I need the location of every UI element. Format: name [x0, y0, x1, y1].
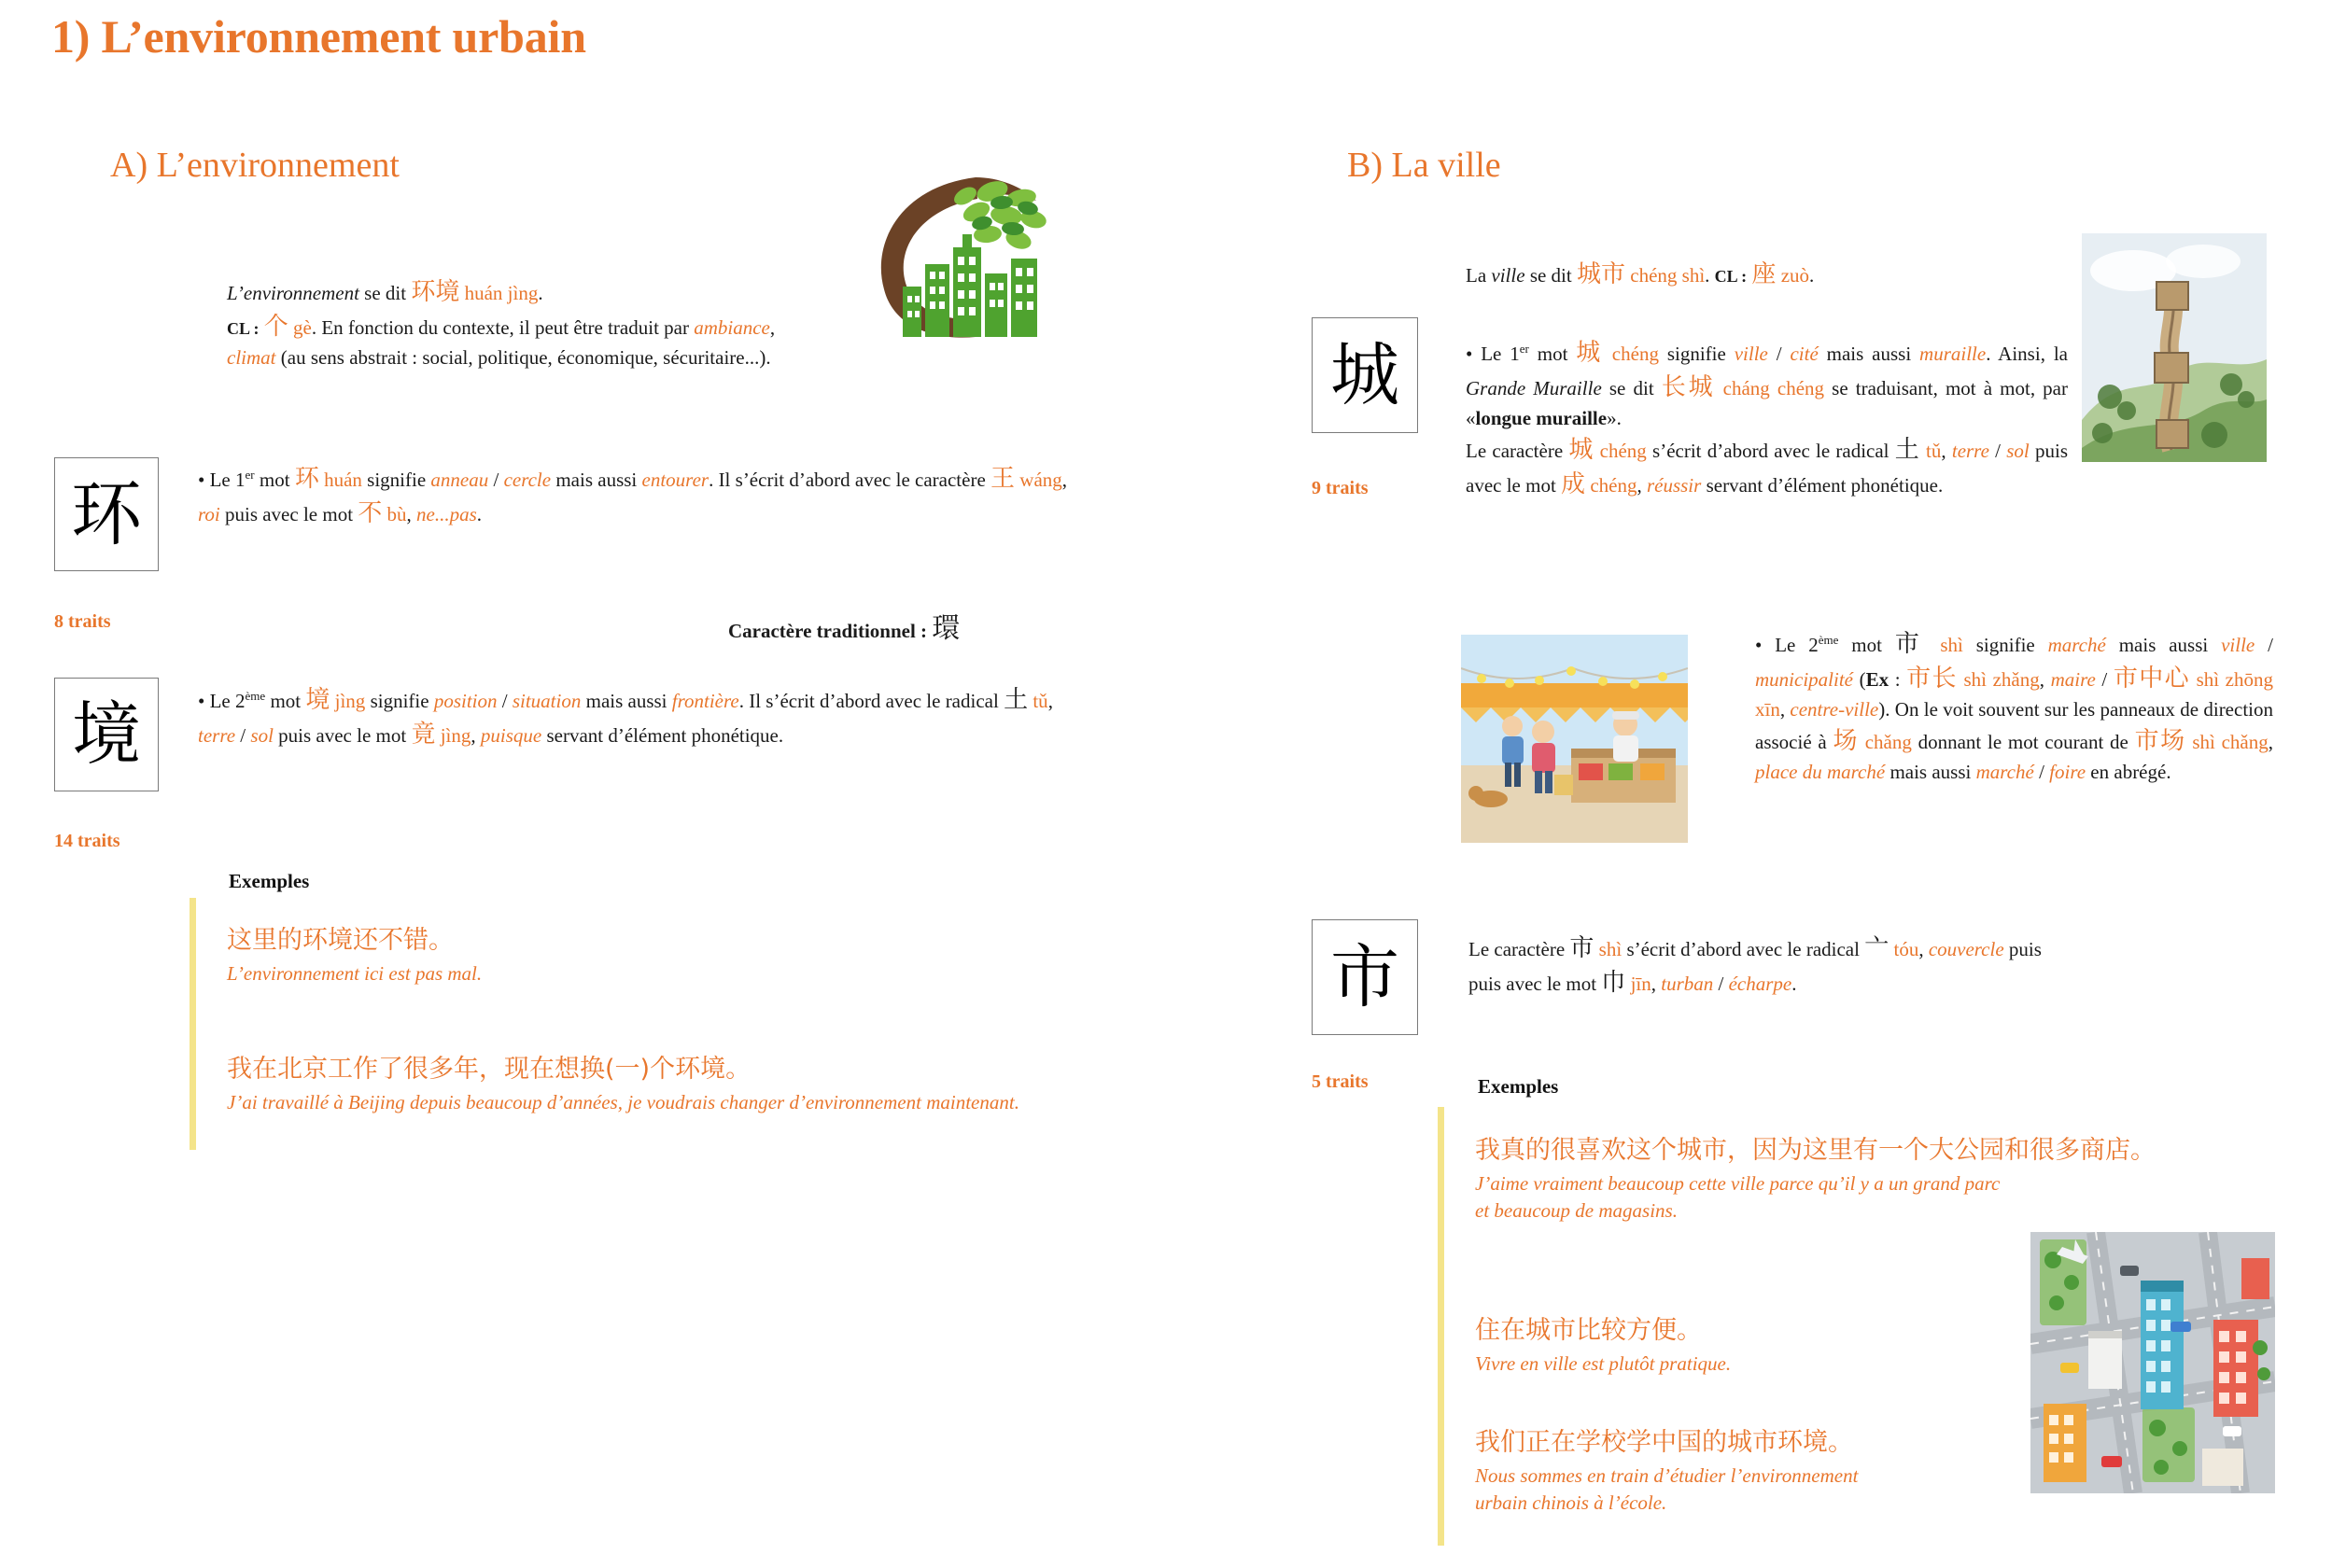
rc1-p2-hanzi: 长城 — [1661, 372, 1716, 401]
c2-hanzi: 境 — [305, 686, 330, 714]
rc1-after: signifie — [1658, 343, 1735, 365]
rc2-ex1it: maire — [2050, 667, 2096, 691]
r-cl-pinyin: zuò — [1780, 264, 1810, 287]
c2-slash: / — [497, 690, 513, 712]
rc1-p2-pinyin: cháng chéng — [1722, 376, 1825, 399]
rc1-p2bold: longue muraille — [1475, 406, 1608, 429]
left-intro-paragraph — [227, 275, 796, 372]
c1-l2-mid: puis avec le mot — [219, 502, 358, 525]
rc1-p3-pinyin3: chéng — [1590, 473, 1637, 497]
market-stall-illustration — [1461, 635, 1688, 843]
rc1-p3it2: sol — [2006, 439, 2030, 462]
r-cl-label: CL : — [1714, 267, 1748, 286]
rc3-it3: écharpe — [1728, 972, 1792, 995]
rc1-p2end: ». — [1607, 406, 1622, 429]
rc2-p2after: donnant le mot courant de — [1911, 730, 2135, 753]
left-example-2-french: J’ai travaillé à Beijing depuis beaucoup d’années, je voudrais changer d’environnement maintenant. — [227, 1091, 1019, 1114]
rc1-pinyin: chéng — [1611, 343, 1659, 365]
eco-city-logo — [836, 154, 1060, 345]
rc1-tail: mais aussi — [1818, 343, 1920, 365]
rc2-p4it2: foire — [2049, 760, 2086, 783]
c2-after: signifie — [365, 690, 434, 712]
rc3-mid: s’écrit d’abord avec le radical — [1622, 938, 1865, 960]
rc1-it2: cité — [1790, 343, 1819, 365]
traditional-glyph: 環 — [932, 612, 961, 645]
c1-l3-end: . — [476, 502, 483, 525]
rc3-pre: Le caractère — [1468, 938, 1570, 960]
c1-l3-pinyin: bù — [386, 502, 407, 525]
rc2-p2-pinyin: chǎng — [1864, 730, 1912, 753]
rc2-ex2slash: / — [2095, 667, 2114, 691]
rc3-end: . — [1791, 972, 1797, 995]
c1-mid: mot — [254, 469, 295, 491]
left-intro-hanzi: 环境 — [411, 278, 460, 306]
rc2-p2-hanzi: 场 — [1833, 726, 1859, 755]
rc1-p2mid: se dit — [1601, 376, 1662, 399]
c1-it3: entourer — [641, 469, 709, 491]
right-char1-paragraph: • Le 1er mot 城 chéng signifie ville / cité mais aussi muraille. Ainsi, la Grande Muraille se dit 长城 cháng chéng se traduisant, mot à mot, par «longue muraille». Le caractère 城 chéng s’écrit d’abord avec le radical 土 tǔ, terre / sol puis avec le mot 成 chéng, réussir servant d’élément phonétique. — [1466, 339, 2068, 498]
rc1-p3-hanzi: 城 — [1568, 435, 1594, 464]
rc1-sup: er — [1519, 342, 1529, 356]
rc1-p3mid2: puis avec le mot — [1466, 439, 2068, 497]
rc2-ex1-hanzi: 市长 — [1906, 664, 1958, 693]
rc2-ex1-pinyin: shì zhǎng — [1963, 667, 2040, 691]
c1-l2-pinyin: wáng — [1019, 469, 1062, 491]
stroke-count-jing: 14 traits — [54, 831, 120, 851]
c1-l2-it: roi — [198, 502, 220, 525]
c2-mid: mot — [265, 690, 306, 712]
section-heading-b: B) La ville — [1347, 146, 1501, 185]
left-examples-heading: Exemples — [229, 870, 310, 892]
rc1-slash: / — [1767, 343, 1791, 365]
left-example-2 — [227, 1053, 1104, 1116]
character-card-huan: 环 — [54, 457, 159, 571]
rc1-p2it: Grande Muraille — [1466, 376, 1602, 399]
c2-l3-it: puisque — [480, 723, 542, 747]
character-card-shi: 市 — [1312, 919, 1418, 1035]
stroke-count-shi: 5 traits — [1312, 1071, 1369, 1092]
rc3-pinyin: shì — [1598, 938, 1623, 960]
left-intro-mid: se dit — [358, 282, 412, 304]
left-example-2-hanzi: 我在北京工作了很多年，现在想换(一)个环境。 — [227, 1055, 752, 1084]
r-intro-hanzi: 城市 — [1576, 260, 1625, 288]
left-cl-hanzi: 个 — [263, 312, 288, 341]
rc1-p3-pinyin2: tǔ — [1926, 439, 1942, 462]
left-cl-tail: (au sens abstrait : social, politique, économique, sécuritaire...). — [275, 345, 771, 369]
left-cl-rest: . En fonction du contexte, il peut être traduit par — [311, 315, 695, 339]
rc2-pinyin: shì — [1940, 634, 1963, 656]
rc2-p4it1: marché — [1975, 760, 2034, 783]
left-intro-term: L’environnement — [227, 282, 359, 304]
right-example-2-french: Vivre en ville est plutôt pratique. — [1475, 1352, 1732, 1376]
rc1-p3-hanzi2: 土 — [1894, 435, 1920, 464]
stroke-count-huan: 8 traits — [54, 611, 111, 632]
rc2-p3-hanzi: 市场 — [2134, 726, 2186, 755]
isometric-city-illustration — [2030, 1232, 2275, 1493]
rc1-it3: muraille — [1919, 343, 1987, 365]
rc2-p4end: en abrégé. — [2086, 760, 2171, 783]
right-examples-bar — [1438, 1107, 1444, 1546]
stroke-count-cheng: 9 traits — [1312, 478, 1369, 498]
traditional-character-note — [728, 605, 960, 646]
rc2-tail: mais aussi — [2105, 634, 2222, 656]
right-char2-meaning-paragraph — [1755, 627, 2273, 786]
left-cl-it1: ambiance — [694, 315, 770, 339]
rc2-exlabel: ( — [1852, 667, 1866, 691]
r-cl-hanzi: 座 — [1751, 260, 1777, 288]
character-card-cheng: 城 — [1312, 317, 1418, 433]
rc1-p2pre: . Ainsi, la — [1986, 343, 2068, 365]
c2-l3-pinyin: jìng — [440, 723, 471, 747]
right-example-2-hanzi: 住在城市比较方便。 — [1475, 1316, 1702, 1345]
rc1-p2after: se traduisant, mot à mot, par « — [1466, 376, 2068, 429]
rc1-p3-pinyin: chéng — [1599, 439, 1647, 462]
rc2-it3: municipalité — [1755, 667, 1853, 691]
rc1-it1: ville — [1734, 343, 1768, 365]
rc2-slash: / — [2255, 634, 2273, 656]
right-char2-composition-paragraph: Le caractère 市 shì s’écrit d’abord avec le radical 亠 tóu, couvercle puis puis avec le mot 巾 jīn, turban / écharpe. — [1468, 934, 2042, 997]
rc1-mid: mot — [1528, 343, 1577, 365]
c2-l3-hanzi: 竟 — [411, 720, 436, 749]
left-char2-paragraph: • Le 2ème mot 境 jìng signifie position / situation mais aussi frontière. Il s’écrit d’abord avec le radical 土 tǔ, terre / sol puis avec le mot 竟 jìng, puisque servant d’élément phonétique. — [198, 686, 1053, 749]
rc1-p3-hanzi3: 成 — [1561, 469, 1586, 498]
r-intro-end: . — [1705, 264, 1715, 287]
r-intro-pinyin: chéng shì — [1630, 264, 1706, 287]
c2-l2-it2: sol — [250, 723, 274, 747]
c2-pre: • Le 2 — [198, 690, 246, 712]
c1-pinyin: huán — [324, 469, 362, 491]
rc1-p3end: servant d’élément phonétique. — [1701, 473, 1944, 497]
rc2-ex2-pinyin: shì zhōng xīn — [1755, 667, 2273, 721]
rc2-p3sep: , — [2268, 730, 2273, 753]
rc2-after: signifie — [1962, 634, 2048, 656]
c2-l2-slash: / — [235, 723, 251, 747]
rc2-ex1sep: , — [2039, 667, 2051, 691]
left-cl-pinyin: gè — [293, 315, 312, 339]
rc2-p4slash: / — [2033, 760, 2050, 783]
c1-tail: mais aussi — [551, 469, 642, 491]
rc3-it2: turban — [1661, 972, 1714, 995]
rc3-pinyin2: tóu — [1893, 938, 1919, 960]
left-example-1 — [227, 924, 1104, 987]
character-card-jing: 境 — [54, 678, 159, 791]
rc2-mid: mot — [1838, 634, 1895, 656]
rc3-hanzi: 市 — [1569, 934, 1594, 962]
c2-l2-hanzi: 土 — [1004, 686, 1029, 714]
rc1-hanzi: 城 — [1576, 339, 1604, 367]
r-cl-end: . — [1809, 264, 1815, 287]
left-cl-label: CL : — [227, 318, 260, 338]
left-cl-sep: , — [769, 315, 776, 339]
rc2-ex2sep: , — [1779, 697, 1791, 721]
rc2-it1: marché — [2047, 634, 2106, 656]
c2-l2-mid: puis avec le mot — [273, 723, 412, 747]
right-example-3-french: Nous sommes en train d’étudier l’environnement urbain chinois à l’école. — [1475, 1464, 1859, 1514]
rc2-p3-pinyin: shì chǎng — [2192, 730, 2269, 753]
right-example-1-hanzi: 我真的很喜欢这个城市，因为这里有一个大公园和很多商店。 — [1475, 1136, 2156, 1165]
right-example-3 — [1475, 1426, 2016, 1516]
traditional-label: Caractère traditionnel : — [728, 620, 928, 642]
c2-l3-end: servant d’élément phonétique. — [541, 723, 784, 747]
rc1-pre: • Le 1 — [1466, 343, 1520, 365]
right-intro-paragraph — [1466, 258, 2175, 292]
rc3-hanzi3: 巾 — [1601, 968, 1626, 997]
c2-l2-pinyin: tǔ — [1033, 690, 1048, 712]
rc2-pre: • Le 2 — [1755, 634, 1819, 656]
right-example-3-hanzi: 我们正在学校学中国的城市环境。 — [1475, 1428, 1853, 1457]
right-example-1-french: J’aime vraiment beaucoup cette ville parce qu’il y a un grand parc et beaucoup de magasins. — [1475, 1172, 2001, 1222]
left-example-1-hanzi: 这里的环境还不错。 — [227, 926, 454, 955]
r-intro-it: ville — [1491, 264, 1525, 287]
left-char1-paragraph: • Le 1er mot 环 huán signifie anneau / cercle mais aussi entourer. Il s’écrit d’abord avec le caractère 王 wáng, roi puis avec le mot 不 bù, ne...pas. — [198, 465, 1068, 527]
rc3-pinyin3: jīn — [1630, 972, 1651, 995]
rc3-it1: couvercle — [1928, 938, 2004, 960]
c2-l2-it1: terre — [198, 723, 236, 747]
right-examples-heading: Exemples — [1478, 1075, 1559, 1098]
right-example-2 — [1475, 1314, 2016, 1378]
c1-it2: cercle — [503, 469, 552, 491]
page-title: 1) L’environnement urbain — [51, 10, 586, 63]
rc2-p3it: place du marché — [1755, 760, 1886, 783]
right-example-1 — [1475, 1134, 2231, 1224]
c2-it3: frontière — [671, 690, 739, 712]
rc2-close: ). On le voit souvent sur les panneaux de direction associé à — [1755, 697, 2273, 753]
left-example-1-french: L’environnement ici est pas mal. — [227, 962, 483, 986]
c1-slash: / — [488, 469, 504, 491]
c2-l2pre: . Il s’écrit d’abord avec le radical — [738, 690, 1004, 712]
rc3-slash: / — [1713, 972, 1729, 995]
left-intro-period: . — [538, 282, 543, 304]
rc1-p3it3: réussir — [1646, 473, 1702, 497]
rc2-excolon: : — [1889, 667, 1907, 691]
left-examples-bar — [190, 898, 196, 1150]
rc2-p3tail: mais aussi — [1885, 760, 1976, 783]
left-intro-pinyin: huán jìng — [464, 282, 539, 304]
rc2-sup: ème — [1818, 633, 1839, 647]
c2-pinyin: jìng — [334, 690, 366, 712]
c1-l2pre: . Il s’écrit d’abord avec le caractère — [709, 469, 991, 491]
r-intro-pre: La — [1466, 264, 1492, 287]
c2-sup: ème — [245, 689, 266, 703]
c1-l3-it: ne...pas — [416, 502, 477, 525]
r-intro-mid: se dit — [1524, 264, 1577, 287]
rc3-hanzi2: 亠 — [1864, 934, 1889, 962]
c1-l3-hanzi: 不 — [358, 498, 383, 527]
rc1-p3it1: terre — [1951, 439, 1989, 462]
c2-it1: position — [433, 690, 498, 712]
rc1-p3mid: s’écrit d’abord avec le radical — [1646, 439, 1895, 462]
rc2-exbold: Ex — [1865, 667, 1889, 691]
rc2-it2: ville — [2221, 634, 2255, 656]
rc2-ex2it: centre-ville — [1790, 697, 1879, 721]
rc3-mid2: puis avec le mot — [1468, 972, 1602, 995]
rc1-p3pre: Le caractère — [1466, 439, 1569, 462]
rc2-ex2-hanzi: 市中心 — [2113, 664, 2190, 693]
c1-sup: er — [245, 468, 255, 482]
rc1-p3slash: / — [1988, 439, 2007, 462]
c1-hanzi: 环 — [294, 465, 319, 493]
c2-tail: mais aussi — [581, 690, 672, 712]
c1-after: signifie — [361, 469, 431, 491]
left-cl-it2: climat — [227, 345, 276, 369]
c1-it1: anneau — [430, 469, 489, 491]
rc2-hanzi: 市 — [1894, 630, 1928, 658]
c1-l2-hanzi: 王 — [990, 465, 1016, 493]
c2-it2: situation — [512, 690, 582, 712]
section-heading-a: A) L’environnement — [110, 146, 400, 185]
c1-pre: • Le 1 — [198, 469, 246, 491]
